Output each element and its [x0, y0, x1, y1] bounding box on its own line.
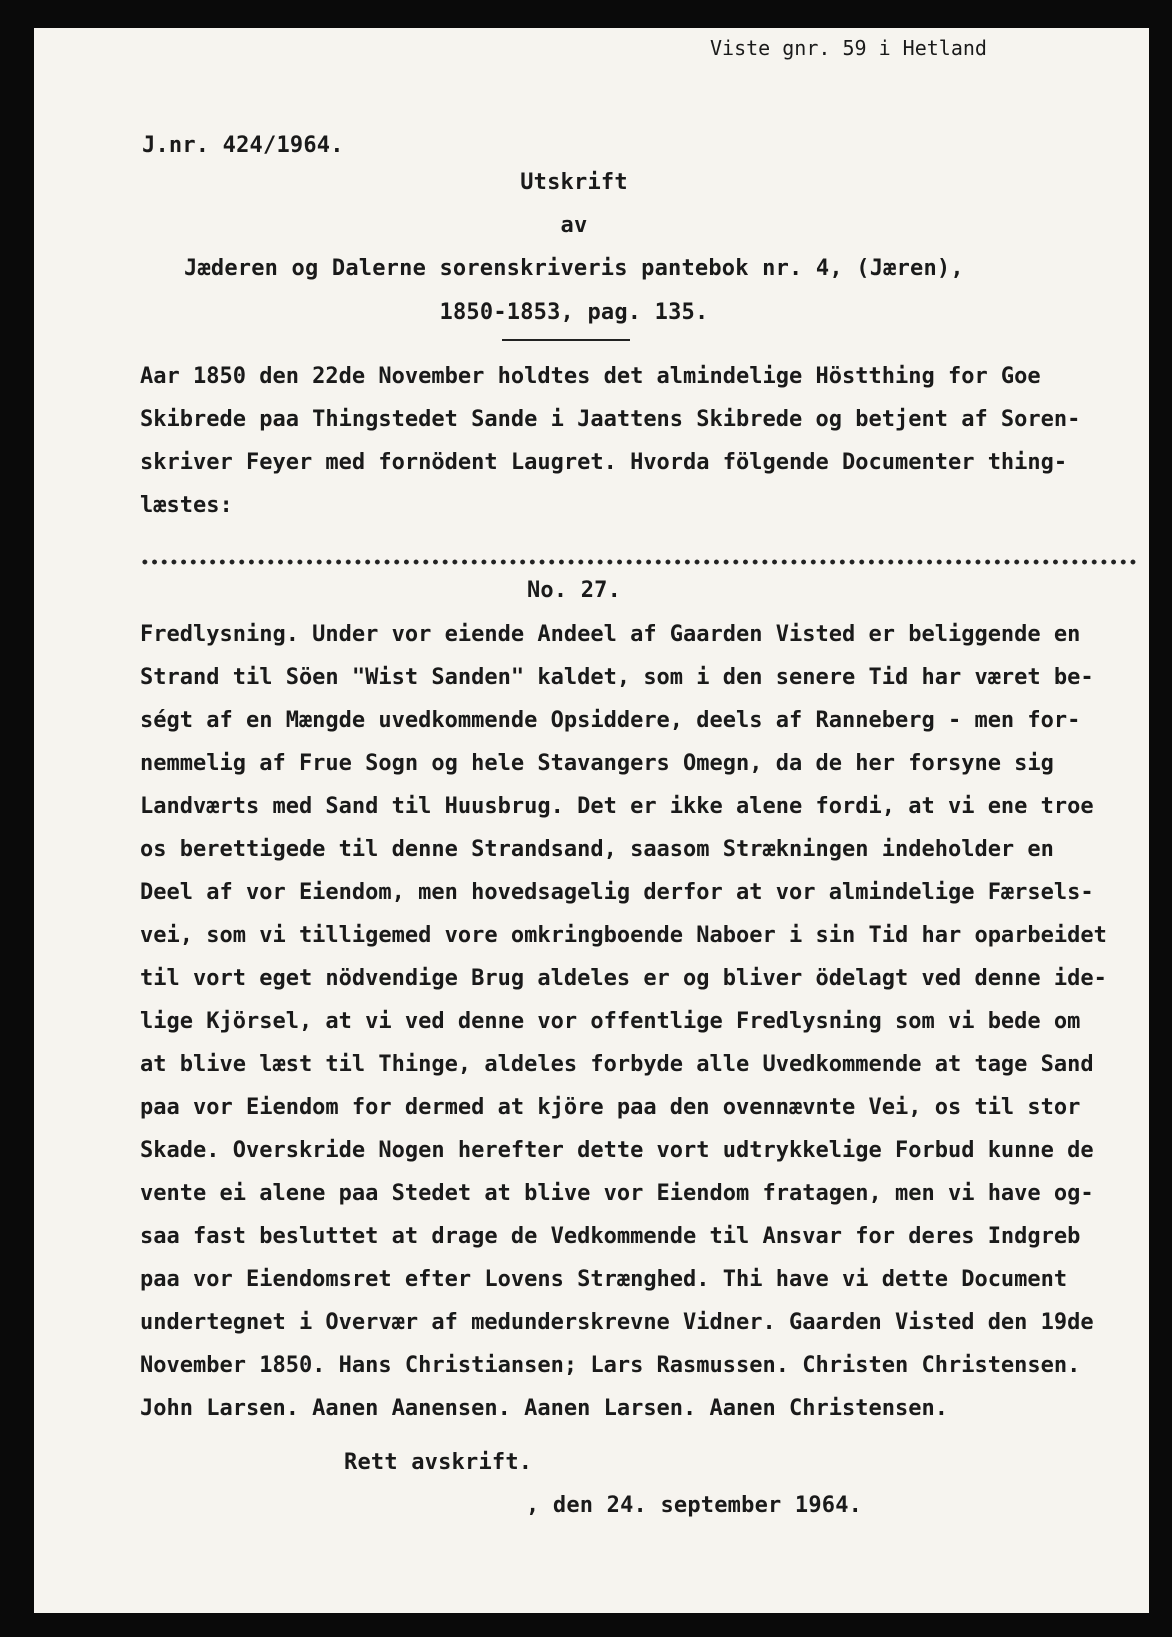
body-line: Strand til Söen "Wist Sanden" kaldet, som i den senere Tid har været be- [140, 665, 1094, 690]
intro-line: skriver Feyer med fornödent Laugret. Hvorda fölgende Documenter thing- [140, 450, 1068, 475]
dotted-separator [140, 558, 1140, 566]
title-av: av [560, 213, 588, 238]
body-line: John Larsen. Aanen Aanensen. Aanen Larsen. Aanen Christensen. [140, 1396, 948, 1421]
reference-label: Viste gnr. 59 i Hetland [710, 36, 987, 60]
closing-date: , den 24. september 1964. [526, 1493, 863, 1518]
body-line: Deel af vor Eiendom, men hovedsagelig derfor at vor almindelige Færsels- [140, 880, 1094, 905]
body-line: November 1850. Hans Christiansen; Lars Rasmussen. Christen Christensen. [140, 1353, 1081, 1378]
body-line: til vort eget nödvendige Brug aldeles er og bliver ödelagt ved denne ide- [140, 966, 1107, 991]
title-pages: 1850-1853, pag. 135. [439, 300, 709, 325]
body-paragraph [140, 622, 1107, 1439]
body-line: nemmelig af Frue Sogn og hele Stavangers Omegn, da de her forsyne sig [140, 751, 1054, 776]
intro-paragraph [140, 364, 1100, 536]
body-line: Fredlysning. Under vor eiende Andeel af Gaarden Visted er beliggende en [140, 622, 1081, 647]
intro-line: læstes: [140, 493, 233, 518]
title-utskrift: Utskrift [520, 170, 628, 195]
document-page [34, 28, 1149, 1613]
body-line: vente ei alene paa Stedet at blive vor Eiendom fratagen, men vi have og- [140, 1181, 1094, 1206]
body-line: vei, som vi tilligemed vore omkringboende Naboer i sin Tid har oparbeidet [140, 923, 1107, 948]
intro-line: Aar 1850 den 22de November holdtes det almindelige Höstthing for Goe [140, 364, 1041, 389]
body-line: saa fast besluttet at drage de Vedkommende til Ansvar for deres Indgreb [140, 1224, 1081, 1249]
body-line: Skade. Overskride Nogen herefter dette vort udtrykkelige Forbud kunne de [140, 1138, 1094, 1163]
body-line: paa vor Eiendomsret efter Lovens Strænghed. Thi have vi dette Document [140, 1267, 1068, 1292]
body-line: ségt af en Mængde uvedkommende Opsiddere, deels af Ranneberg - men for- [140, 708, 1081, 733]
certification-text: Rett avskrift. [344, 1450, 533, 1475]
title-source: Jæderen og Dalerne sorenskriveris pantebok nr. 4, (Jæren), [184, 256, 964, 281]
title-underline [502, 339, 630, 341]
intro-line: Skibrede paa Thingstedet Sande i Jaattens Skibrede og betjent af Soren- [140, 407, 1081, 432]
document-number: No. 27. [526, 578, 622, 603]
body-line: os berettigede til denne Strandsand, saasom Strækningen indeholder en [140, 837, 1054, 862]
body-line: undertegnet i Overvær af medunderskrevne Vidner. Gaarden Visted den 19de [140, 1310, 1094, 1335]
body-line: at blive læst til Thinge, aldeles forbyde alle Uvedkommende at tage Sand [140, 1052, 1094, 1077]
body-line: paa vor Eiendom for dermed at kjöre paa den ovennævnte Vei, os til stor [140, 1095, 1081, 1120]
body-line: lige Kjörsel, at vi ved denne vor offentlige Fredlysning som vi bede om [140, 1009, 1081, 1034]
journal-number: J.nr. 424/1964. [142, 133, 344, 158]
body-line: Landværts med Sand til Huusbrug. Det er ikke alene fordi, at vi ene troe [140, 794, 1094, 819]
